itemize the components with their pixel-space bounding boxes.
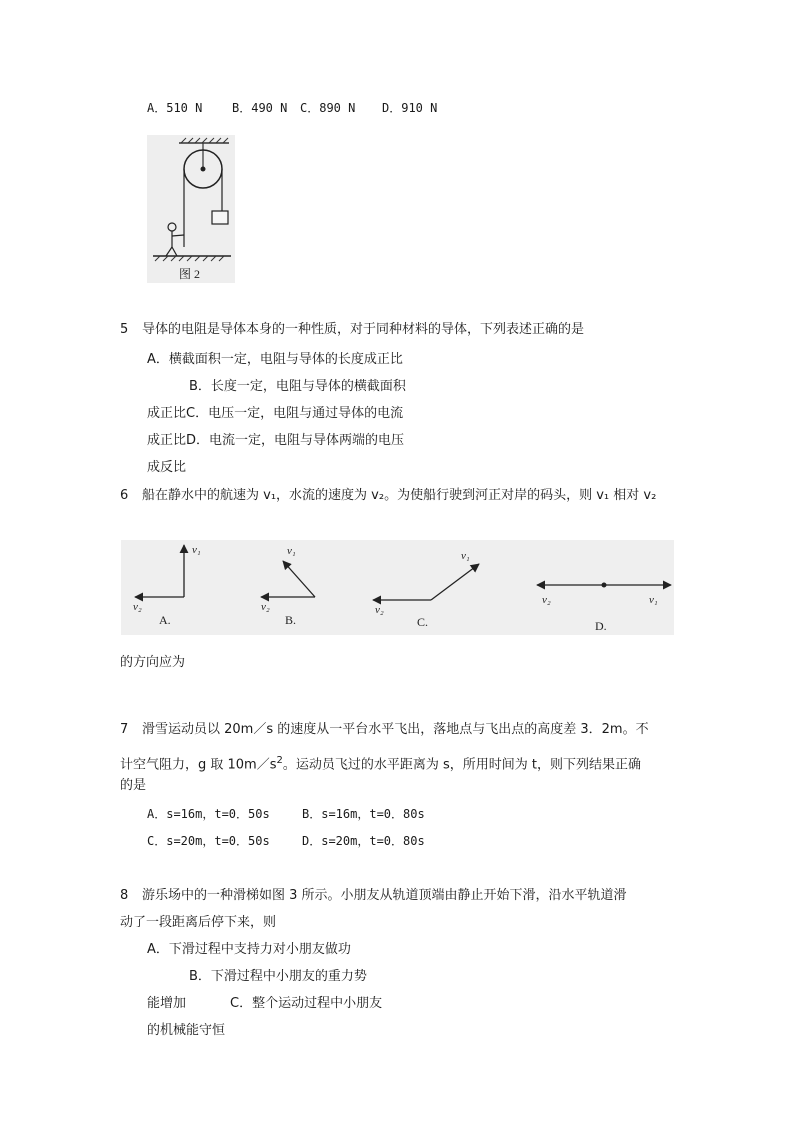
q5-option-a: A．横截面积一定，电阻与导体的长度成正比 [147, 352, 403, 367]
q4-option-c: C．890 N [300, 101, 356, 115]
panel-c-v2-label: v₂ [375, 604, 384, 616]
panel-c-v1-arrow [431, 564, 479, 600]
q7-line-1: 滑雪运动员以 20m／s 的速度从一平台水平飞出，落地点与飞出点的高度差 3．2m。不 [142, 722, 649, 737]
panel-b-label: B. [285, 613, 297, 627]
panel-d-v1-label: v₁ [649, 594, 658, 606]
q7-line-2: 计空气阻力，g 取 $10m/s^2$。运动员飞过的水平距离为 s，所用时间为 t，则下列结果正确 [120, 755, 642, 773]
q7-option-a: A．s=16m，t=0．50s [147, 807, 270, 821]
q4-option-a: A．510 N [147, 101, 203, 115]
q8-option-a: A．下滑过程中支持力对小朋友做功 [147, 942, 351, 957]
q5-number: 5 [120, 322, 129, 337]
q4-option-b: B．490 N [232, 101, 288, 115]
panel-c-v1-label: v₁ [461, 550, 470, 562]
q8-option-b: B．下滑过程中小朋友的重力势 [189, 969, 367, 984]
q5-option-c: 成正比C．电压一定，电阻与通过导体的电流 [147, 406, 404, 421]
q7-option-d: D．s=20m，t=0．80s [302, 834, 425, 848]
panel-b-v2-label: v₂ [261, 601, 270, 613]
q6-stem: 船在静水中的航速为 v₁，水流的速度为 v₂。为使船行驶到河正对岸的码头，则 v₁ 相对 v₂ [142, 488, 657, 503]
q8-option-c-cont: 的机械能守恒 [147, 1023, 226, 1038]
q8-line-2: 动了一段距离后停下来，则 [120, 915, 277, 930]
panel-a-label: A. [159, 613, 171, 627]
panel-c-label: C. [417, 615, 429, 629]
panel-a-v1-label: v₁ [192, 544, 201, 556]
q5-continuation: 成反比 [147, 460, 187, 475]
q4-option-d: D．910 N [382, 101, 438, 115]
panel-b-v1-arrow [283, 561, 315, 597]
panel-b-v1-label: v₁ [287, 545, 296, 557]
panel-d-label: D. [595, 619, 607, 633]
q5-stem: 导体的电阻是导体本身的一种性质，对于同种材料的导体，下列表述正确的是 [142, 322, 585, 337]
q8-option-c: C．整个运动过程中小朋友 [230, 996, 383, 1011]
panel-a-v2-label: v₂ [133, 601, 142, 613]
q8-line-1: 游乐场中的一种滑梯如图 3 所示。小朋友从轨道顶端由静止开始下滑，沿水平轨道滑 [142, 888, 627, 903]
q5-option-d: 成正比D．电流一定，电阻与导体两端的电压 [147, 433, 405, 448]
q6-number: 6 [120, 488, 129, 503]
q5-option-b: B．长度一定，电阻与导体的横截面积 [189, 379, 406, 394]
panel-d-v2-label: v₂ [542, 594, 551, 606]
q8-number: 8 [120, 888, 129, 903]
q7-option-b: B．s=16m，t=0．80s [302, 807, 425, 821]
q7-option-c: C．s=20m，t=0．50s [147, 834, 270, 848]
q8-option-b-cont: 能增加 [147, 996, 187, 1011]
figure-2-caption: 图 2 [179, 267, 201, 281]
vector-diagram [121, 540, 674, 635]
q6-stem-continuation: 的方向应为 [120, 655, 186, 670]
q7-number: 7 [120, 722, 129, 737]
pulley-figure [147, 135, 235, 283]
q7-line-3: 的是 [120, 778, 147, 793]
